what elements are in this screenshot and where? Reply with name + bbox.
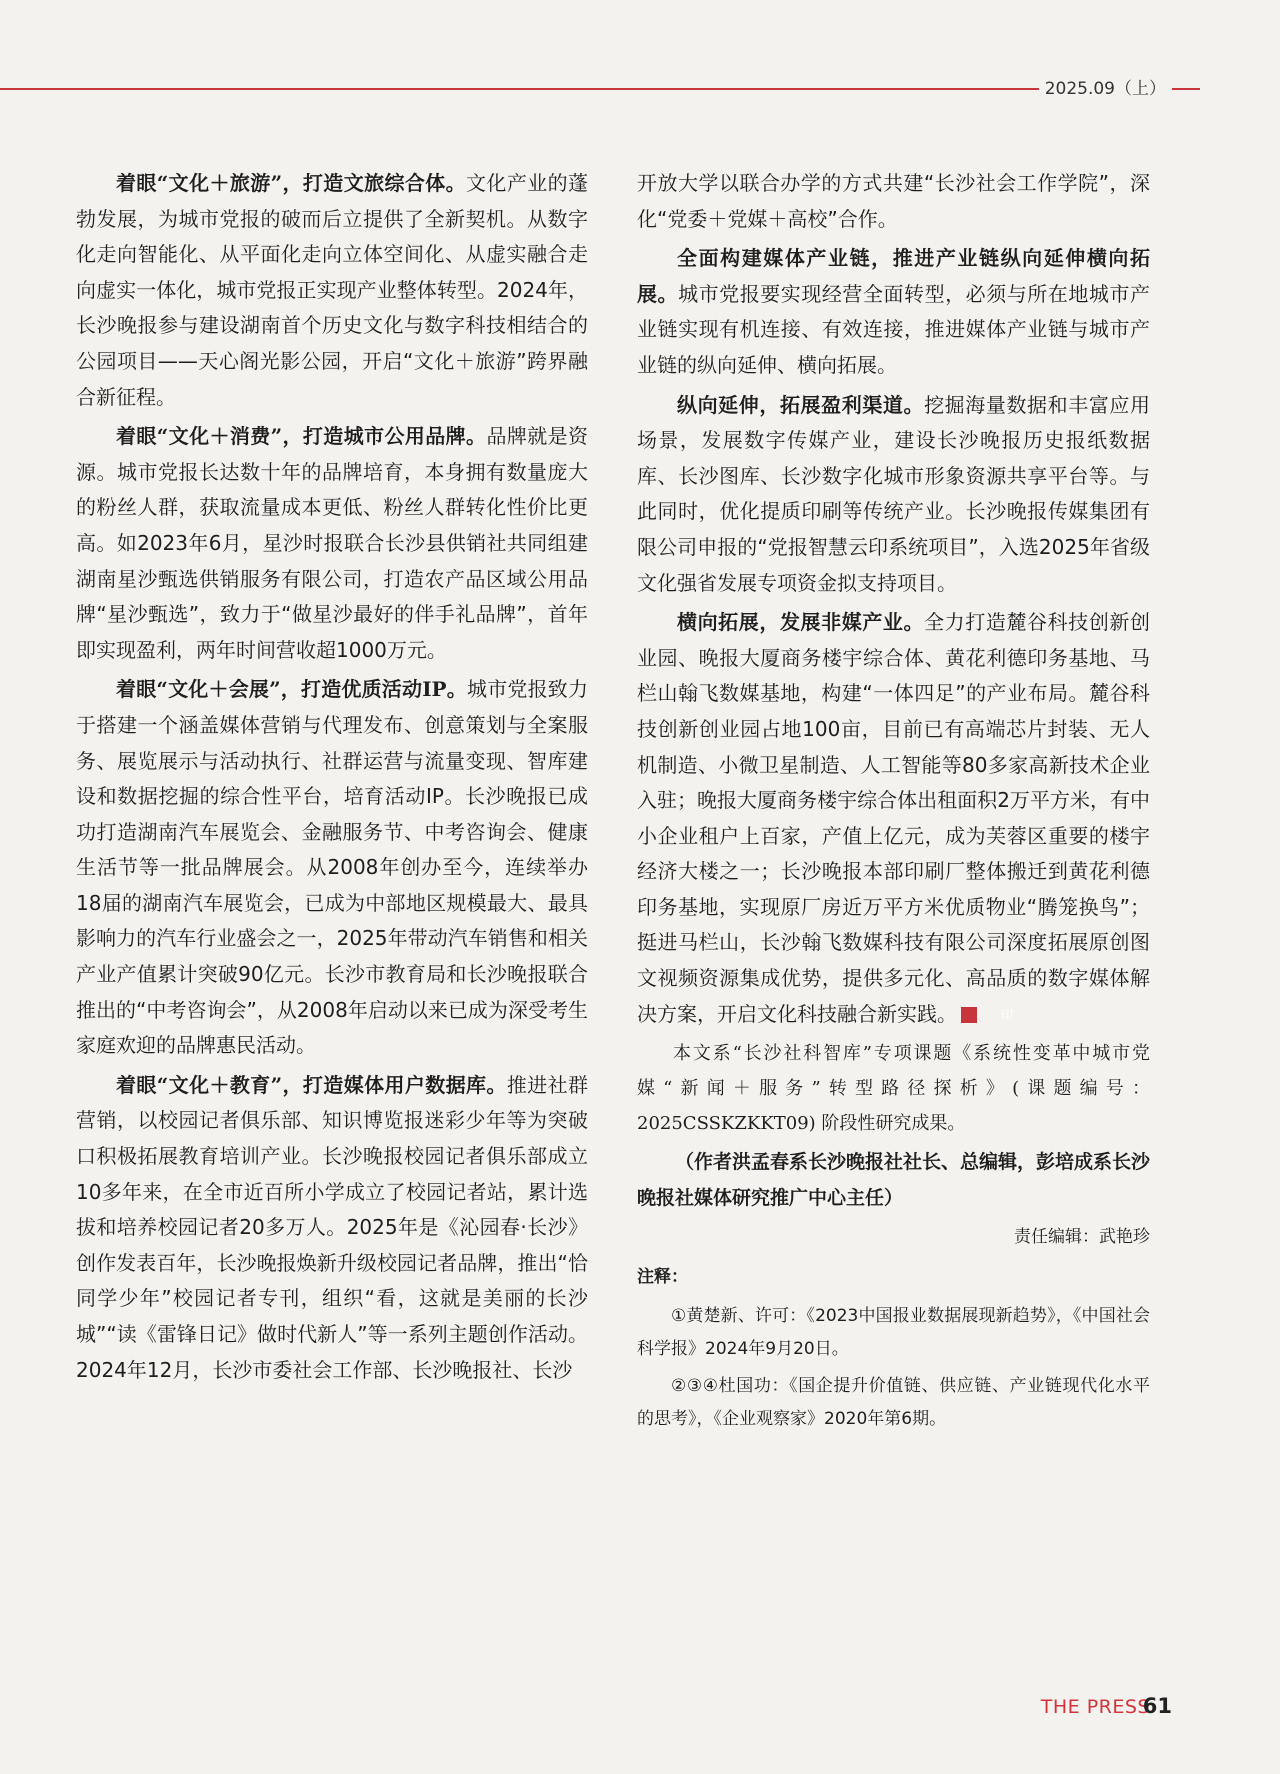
paragraph-text: 挖掘海量数据和丰富应用场景，发展数字传媒产业，建设长沙晚报历史报纸数据库、长沙图库、长沙数字化城市形象资源共享平台等。与此同时，优化提质印刷等传统产业。长沙晚报传媒集团有限公司申报的“党报智慧云印系统项目”，入选2025年省级文化强省发展专项资金拟支持项目。 bbox=[637, 392, 1151, 595]
paragraph-text: 城市党报致力于搭建一个涵盖媒体营销与代理发布、创意策划与全案服务、展览展示与活动执行、社群运营与流量变现、智库建设和数据挖掘的综合性平台，培育活动IP。长沙晚报已成功打造湖南汽车展览会、金融服务节、中考咨询会、健康生活节等一批品牌展会。从2008年创办至今，连续举办18届的湖南汽车展览会，已成为中部地区规模最大、最具影响力的汽车行业盛会之一，2025年带动汽车销售和相关产业产值累计突破90亿元。长沙市教育局和长沙晚报联合推出的“中考咨询会”，从2008年启动以来已成为深受考生家庭欢迎的品牌惠民活动。 bbox=[76, 677, 588, 1058]
paragraph-text: 推进社群营销，以校园记者俱乐部、知识博览报迷彩少年等为突破口积极拓展教育培训产业。长沙晚报校园记者俱乐部成立10多年来，在全市近百所小学成立了校园记者站，累计选拔和培养校园记者20多万人。2025年是《沁园春·长沙》创作发表百年，长沙晚报焕新升级校园记者品牌，推出“恰同学少年”校园记者专刊，组织“看，这就是美丽的长沙城”“读《雷锋日记》做时代新人”等一系列主题创作活动。2024年12月，长沙市委社会工作部、长沙晚报社、长沙 bbox=[76, 1072, 588, 1382]
paragraph-culture-education bbox=[76, 1068, 588, 1388]
end-mark-icon: 印 bbox=[961, 1007, 977, 1023]
paragraph-text: 城市党报要实现经营全面转型，必须与所在地城市产业链实现有机连接、有效连接，推进媒体产业链与城市产业链的纵向延伸、横向拓展。 bbox=[637, 281, 1151, 377]
paragraph-vertical-extension bbox=[637, 388, 1150, 602]
page-number: 61 bbox=[1142, 1694, 1172, 1718]
header-rule bbox=[0, 88, 1200, 90]
subheading-culture-tourism: 着眼“文化＋旅游”，打造文旅综合体。 bbox=[116, 171, 467, 195]
paragraph-culture-consumption bbox=[76, 419, 588, 668]
right-column bbox=[637, 166, 1150, 1440]
project-note: 本文系“长沙社科智库”专项课题《系统性变革中城市党媒“新闻＋服务”转型路径探析》(课题编号：2025CSSKZKKT09) 阶段性研究成果。 bbox=[637, 1043, 1150, 1135]
paragraph-horizontal-expansion bbox=[637, 605, 1150, 1032]
left-column bbox=[76, 166, 588, 1392]
subheading-vertical-extension: 纵向延伸，拓展盈利渠道。 bbox=[677, 392, 925, 417]
subheading-culture-education: 着眼“文化＋教育”，打造媒体用户数据库。 bbox=[116, 1072, 507, 1097]
subheading-culture-exhibition: 着眼“文化＋会展”，打造优质活动IP。 bbox=[116, 677, 467, 702]
notes-label: 注释： bbox=[637, 1267, 688, 1288]
paragraph-text: 文化产业的蓬勃发展，为城市党报的破而后立提供了全新契机。从数字化走向智能化、从平面化走向立体空间化、从虚实融合走向虚实一体化，城市党报正实现产业整体转型。2024年，长沙晚报参与建设湖南首个历史文化与数字科技相结合的公园项目——天心阁光影公园，开启“文化＋旅游”跨界融合新征程。 bbox=[76, 171, 588, 409]
paragraph-culture-tourism bbox=[76, 166, 588, 415]
issue-date: 2025.09（上） bbox=[1039, 74, 1172, 99]
paragraph-industry-chain bbox=[637, 241, 1150, 383]
subheading-culture-consumption: 着眼“文化＋消费”，打造城市公用品牌。 bbox=[116, 424, 487, 449]
subheading-horizontal-expansion: 横向拓展，发展非媒产业。 bbox=[677, 610, 925, 635]
paragraph-continuation: 开放大学以联合办学的方式共建“长沙社会工作学院”，深化“党委＋党媒＋高校”合作。 bbox=[637, 171, 1150, 231]
journal-brand: THE PRESS bbox=[1040, 1696, 1150, 1718]
paragraph-text: 全力打造麓谷科技创新创业园、晚报大厦商务楼宇综合体、黄花利德印务基地、马栏山翰飞数媒基地，构建“一体四足”的产业布局。麓谷科技创新创业园占地100亩，目前已有高端芯片封装、无人机制造、小微卫星制造、人工智能等80多家高新技术企业入驻；晚报大厦商务楼宇综合体出租面积2万平方米，有中小企业租户上百家，产值上亿元，成为芙蓉区重要的楼宇经济大楼之一；长沙晚报本部印刷厂整体搬迁到黄花利德印务基地，实现原厂房近万平方米优质物业“腾笼换鸟”；挺进马栏山，长沙翰飞数媒科技有限公司深度拓展原创图文视频资源集成优势，提供多元化、高品质的数字媒体解决方案，开启文化科技融合新实践。 bbox=[637, 610, 1151, 1026]
paragraph-text: 品牌就是资源。城市党报长达数十年的品牌培育，本身拥有数量庞大的粉丝人群，获取流量成本更低、粉丝人群转化性价比更高。如2023年6月，星沙时报联合长沙县供销社共同组建湖南星沙甄选供销服务有限公司，打造农产品区域公用品牌“星沙甄选”，致力于“做星沙最好的伴手礼品牌”，首年即实现盈利，两年时间营收超1000万元。 bbox=[76, 424, 588, 662]
footnote-1: ①黄楚新、许可：《2023中国报业数据展现新趋势》，《中国社会科学报》2024年9月20日。 bbox=[637, 1305, 1150, 1359]
footnote-2: ②③④杜国功：《国企提升价值链、供应链、产业链现代化水平的思考》，《企业观察家》2020年第6期。 bbox=[637, 1375, 1150, 1429]
paragraph-culture-exhibition bbox=[76, 672, 588, 1064]
author-note: （作者洪孟春系长沙晚报社社长、总编辑，彭培成系长沙晚报社媒体研究推广中心主任） bbox=[637, 1151, 1151, 1209]
subheading-industry-chain: 全面构建媒体产业链，推进产业链纵向延伸横向拓展。 bbox=[637, 246, 1150, 306]
responsible-editor: 责任编辑：武艳珍 bbox=[1014, 1227, 1150, 1248]
